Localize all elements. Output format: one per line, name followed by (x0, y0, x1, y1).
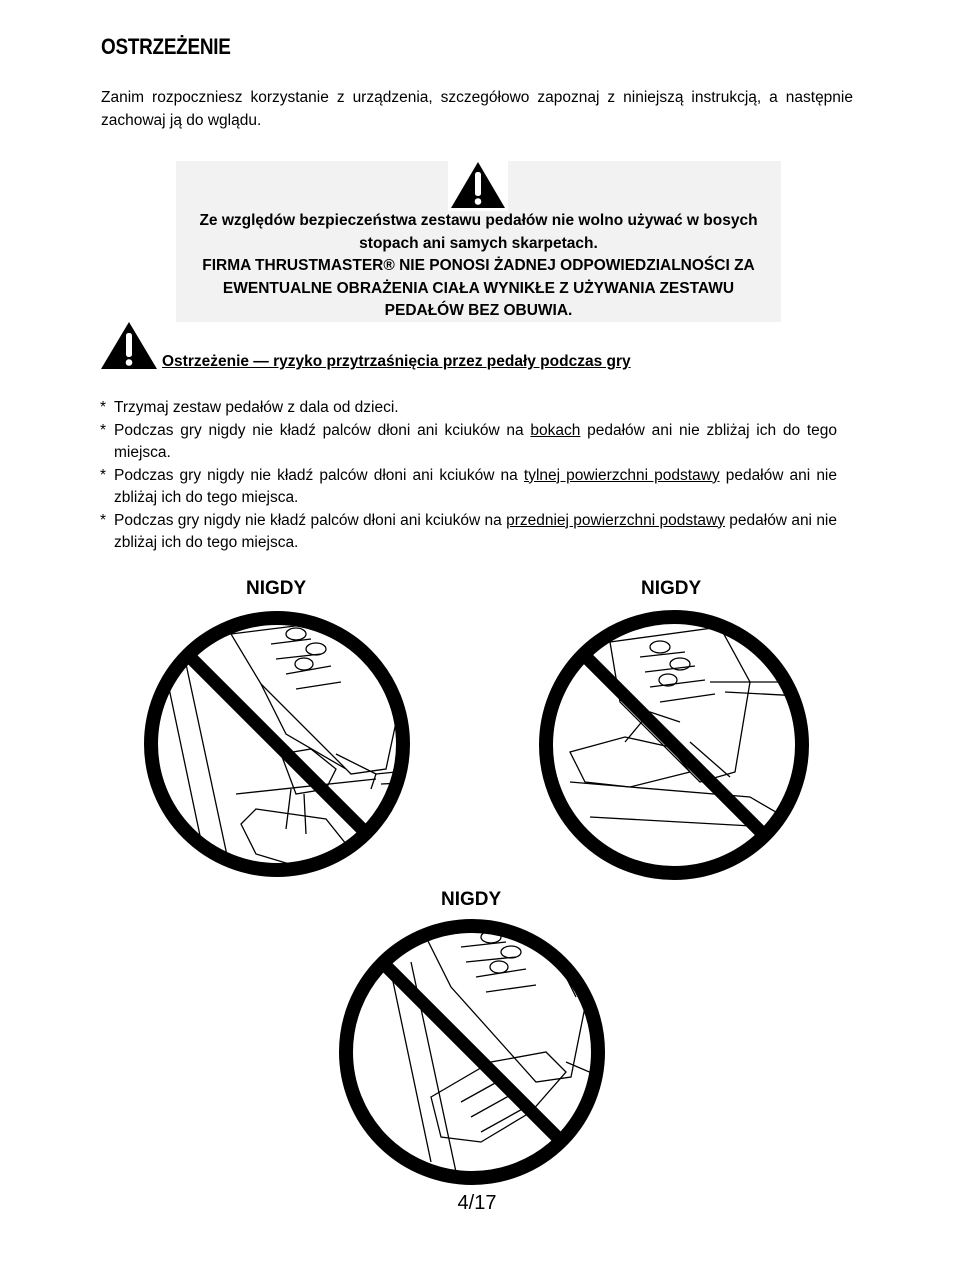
illustration-label: NIGDY (246, 578, 307, 599)
underlined-term: przedniej powierzchni podstawy (506, 511, 725, 529)
pinch-warning-label: Ostrzeżenie — ryzyko przytrzaśnięcia przez pedały podczas gry (162, 353, 631, 370)
warning-triangle-icon (100, 322, 158, 370)
intro-paragraph: Zanim rozpoczniesz korzystanie z urządzenia, szczegółowo zapoznaj z niniejszą instrukcją, a następnie zachowaj ją do wglądu. (101, 89, 853, 129)
page-title: OSTRZEŻENIE (101, 34, 231, 59)
page-number: 4/17 (457, 1192, 497, 1214)
illustration-label: NIGDY (641, 578, 702, 599)
prohibition-sign-icon (136, 604, 422, 886)
list-item: * Trzymaj zestaw pedałów z dala od dzieci. (100, 397, 837, 420)
underlined-term: tylnej powierzchni podstawy (523, 466, 720, 484)
underlined-term: bokach (530, 421, 581, 439)
prohibition-sign-icon (331, 912, 615, 1194)
safety-bullet-list (100, 397, 837, 555)
illustration-label: NIGDY (441, 889, 502, 910)
list-item: * Podczas gry nigdy nie kładź palców dłoni ani kciuków na przedniej powierzchni podstawy pedałów ani nie zbliżaj ich do tego miejsca. (100, 510, 837, 555)
list-item: * Podczas gry nigdy nie kładź palców dłoni ani kciuków na bokach pedałów ani nie zbliżaj ich do tego miejsca. (100, 420, 837, 465)
safety-warning-box (176, 161, 781, 322)
warning-box-line-1: Ze względów bezpieczeństwa zestawu pedałów nie wolno używać w bosych stopach ani samych skarpetach. (199, 212, 758, 252)
warning-triangle-icon (448, 159, 508, 211)
pinch-warning (100, 322, 860, 372)
warning-box-line-2: FIRMA THRUSTMASTER® NIE PONOSI ŻADNEJ ODPOWIEDZIALNOŚCI ZA EWENTUALNE OBRAŻENIA CIAŁA WYNIKŁE Z UŻYWANIA ZESTAWU PEDAŁÓW BEZ OBUWIA. (202, 257, 755, 319)
prohibition-sign-icon (530, 602, 820, 888)
list-item: * Podczas gry nigdy nie kładź palców dłoni ani kciuków na tylnej powierzchni podstawy pedałów ani nie zbliżaj ich do tego miejsca. (100, 465, 837, 510)
